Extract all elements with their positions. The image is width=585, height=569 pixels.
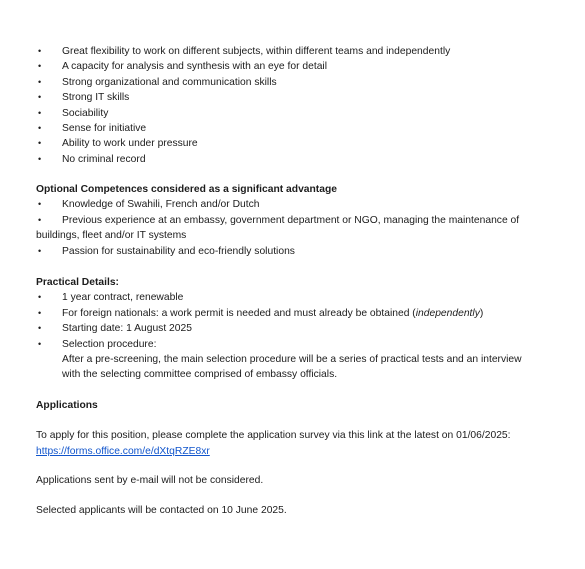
- optional-list: [36, 197, 536, 259]
- applications-section: [36, 398, 536, 518]
- practical-list: [36, 290, 536, 382]
- bullet-icon: •: [38, 107, 42, 118]
- list-item: • A capacity for analysis and synthesis with an eye for detail: [36, 59, 536, 74]
- optional-section: [36, 182, 536, 259]
- list-item: • Selection procedure: After a pre-screening, the main selection procedure will be a series of practical tests and an interview with the selecting committee comprised of embassy officials.: [36, 337, 536, 383]
- list-item: • Passion for sustainability and eco-friendly solutions: [36, 244, 536, 259]
- list-item: • Starting date: 1 August 2025: [36, 321, 536, 336]
- contact-note: Selected applicants will be contacted on 10 June 2025.: [36, 504, 287, 516]
- optional-heading: Optional Competences considered as a significant advantage: [36, 184, 337, 195]
- requirements-list: [36, 44, 536, 167]
- list-item: • Sense for initiative: [36, 121, 536, 136]
- bullet-icon: •: [38, 323, 42, 334]
- bullet-icon: •: [38, 338, 42, 349]
- practical-section: [36, 275, 536, 383]
- bullet-icon: •: [38, 153, 42, 164]
- bullet-icon: •: [38, 138, 42, 149]
- list-item: • Knowledge of Swahili, French and/or Dutch: [36, 197, 536, 212]
- list-item: • No criminal record: [36, 152, 536, 167]
- apply-paragraph: To apply for this position, please complete the application survey via this link at the latest on 01/06/2025: https://forms.office.com/e/dXtqRZE8xr: [36, 430, 511, 457]
- bullet-icon: •: [38, 307, 42, 318]
- list-item: • Strong organizational and communication skills: [36, 75, 536, 90]
- list-item: • For foreign nationals: a work permit is needed and must already be obtained (independently): [36, 306, 536, 321]
- bullet-icon: •: [38, 92, 42, 103]
- practical-heading: Practical Details:: [36, 277, 119, 288]
- list-item: • Great flexibility to work on different subjects, within different teams and independently: [36, 44, 536, 59]
- list-item: • Previous experience at an embassy, government department or NGO, managing the maintenance of buildings, fleet and/or IT systems: [36, 214, 520, 242]
- application-form-link[interactable]: https://forms.office.com/e/dXtqRZE8xr: [36, 445, 210, 457]
- list-item: • Ability to work under pressure: [36, 136, 536, 151]
- bullet-icon: •: [38, 245, 42, 256]
- list-item: • Sociability: [36, 106, 536, 121]
- bullet-icon: •: [38, 292, 42, 303]
- bullet-icon: •: [38, 123, 42, 134]
- bullet-icon: •: [38, 199, 42, 210]
- list-item: • 1 year contract, renewable: [36, 290, 536, 305]
- bullet-icon: •: [38, 61, 42, 72]
- bullet-icon: •: [38, 214, 42, 225]
- email-note: Applications sent by e-mail will not be considered.: [36, 475, 264, 487]
- bullet-icon: •: [38, 46, 42, 56]
- bullet-icon: •: [38, 76, 42, 87]
- selection-description: After a pre-screening, the main selection procedure will be a series of practical tests and an interview with the selecting committee comprised of embassy officials.: [62, 354, 522, 381]
- applications-heading: Applications: [36, 400, 98, 411]
- list-item: • Strong IT skills: [36, 90, 536, 105]
